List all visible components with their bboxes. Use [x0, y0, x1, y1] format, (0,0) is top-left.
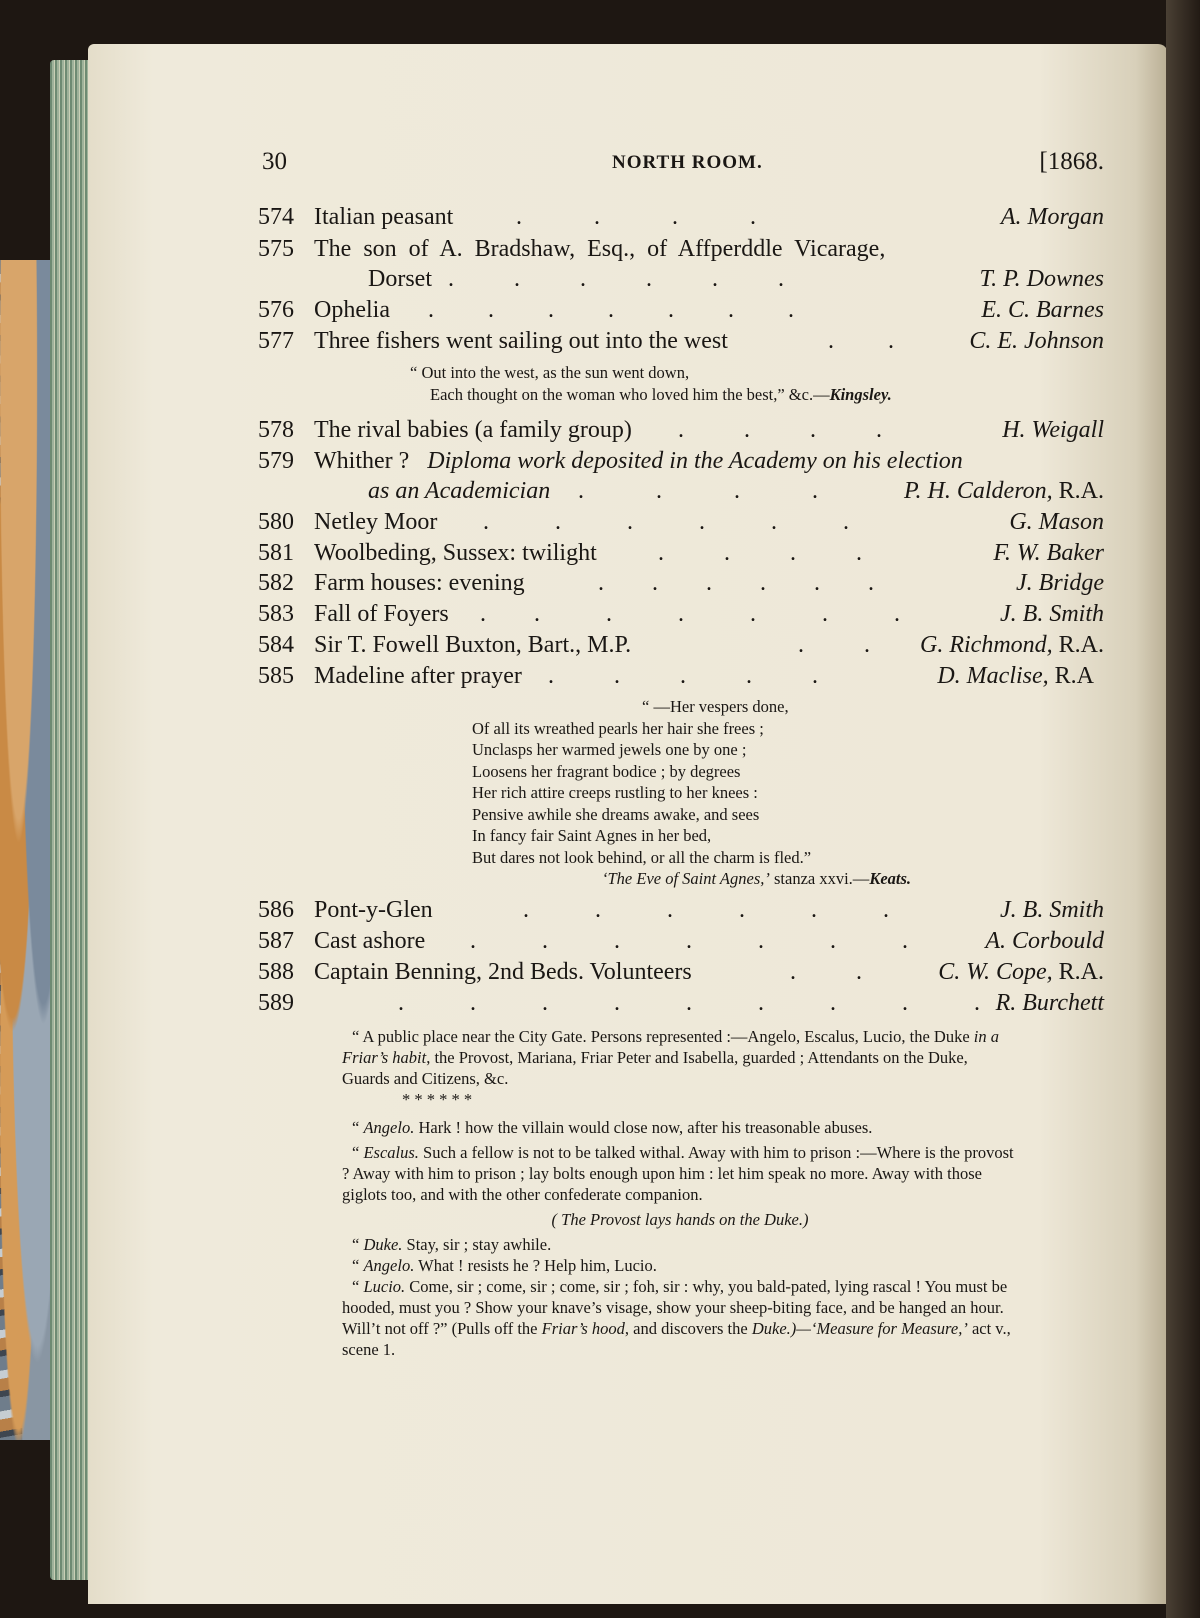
quote-line: Her rich attire creeps rustling to her knees : [472, 783, 758, 802]
entry-576 [258, 295, 1104, 325]
entry-581 [258, 538, 1104, 568]
entry-number: 580 [258, 509, 294, 535]
quote-line: But dares not look behind, or all the charm is fled.” [472, 847, 812, 867]
speech-escalus: “ Escalus. Such a fellow is not to be talked withal. Away with him to prison :—Where is the provost ? Away with him to prison ; lay bolts enough upon him : let him speak no more. Away with those giglots too, and with the other confederate companion. [342, 1143, 1014, 1204]
entry-title: The son of A. Bradshaw, Esq., of Affperddle Vicarage, [314, 236, 886, 262]
entry-586 [258, 895, 1104, 925]
entry-589 [258, 988, 1104, 1018]
entry-575-cont [258, 264, 1104, 294]
entry-579 [258, 446, 1104, 476]
entry-title: Woolbeding, Sussex: twilight [314, 540, 597, 566]
entry-number: 579 [258, 448, 294, 474]
entry-title: Netley Moor [314, 509, 438, 535]
entry-title: The rival babies (a family group) [314, 417, 632, 443]
entry-note: Diploma work deposited in the Academy on his election [427, 448, 963, 474]
quote-line: Loosens her fragrant bodice ; by degrees [472, 761, 741, 781]
prose-589 [342, 1026, 1018, 1364]
quote-citation: ‘The Eve of Saint Agnes,’ stanza xxvi.—Keats. [602, 869, 912, 888]
entry-578 [258, 415, 1104, 445]
leader-dots: . . . . . [548, 663, 818, 689]
leader-dots: . . . . . . . [428, 297, 794, 323]
entry-title: Whither ? Diploma work deposited in the Academy on his election [314, 448, 963, 474]
stars-divider: * * * * * * [402, 1090, 473, 1109]
entry-number: 585 [258, 663, 294, 689]
entry-number: 574 [258, 204, 294, 230]
leader-dots: . . [828, 328, 894, 354]
entry-title: Sir T. Fowell Buxton, Bart., M.P. [314, 632, 632, 658]
speech-angelo: “ Angelo. Hark ! how the villain would close now, after his treasonable abuses. [352, 1118, 873, 1137]
entry-artist: T. P. Downes [979, 266, 1104, 292]
entry-artist: C. W. Cope, R.A. [938, 959, 1104, 985]
quote-line: “ Out into the west, as the sun went down, [410, 363, 690, 382]
leader-dots: . . [790, 959, 862, 985]
entry-title: Farm houses: evening [314, 570, 525, 596]
entry-number: 576 [258, 297, 294, 323]
entry-title-cont: Dorset [368, 266, 432, 292]
leader-dots: . . . . . . [483, 509, 849, 535]
quote-line: Pensive awhile she dreams awake, and sees [472, 804, 760, 824]
entry-number: 575 [258, 236, 294, 262]
leader-dots: . . . . . . [523, 897, 889, 923]
entry-artist: H. Weigall [1002, 417, 1104, 443]
entry-577 [258, 326, 1104, 356]
leader-dots: . . . . . . . [480, 601, 900, 627]
entry-number: 586 [258, 897, 294, 923]
speech-duke: “ Duke. Stay, sir ; stay awhile. [352, 1235, 552, 1254]
entry-artist: A. Morgan [1000, 204, 1104, 230]
entry-artist: C. E. Johnson [969, 328, 1104, 354]
entry-title: Madeline after prayer [314, 663, 522, 689]
entry-artist: E. C. Barnes [981, 297, 1104, 323]
page-number: 30 [262, 148, 287, 175]
entry-number: 578 [258, 417, 294, 443]
quote-line: In fancy fair Saint Agnes in her bed, [472, 826, 712, 845]
page-header [262, 148, 1104, 188]
entry-title-cont: as an Academician [368, 478, 551, 504]
scene-description: “ A public place near the City Gate. Persons represented :—Angelo, Escalus, Lucio, the Duke in a Friar’s habit, the Provost, Mariana, Friar Peter and Isabella, guarded ; Attendants on the Duke, Guards and Citizens, &c. [342, 1027, 999, 1088]
entry-artist: J. Bridge [1016, 570, 1104, 596]
entry-number: 589 [258, 990, 294, 1016]
leader-dots: . . . . . . . . . [398, 990, 980, 1016]
entry-artist: D. Maclise, R.A [937, 663, 1094, 689]
quote-585 [472, 696, 911, 890]
book-gutter [1166, 0, 1200, 1618]
entry-number: 577 [258, 328, 294, 354]
quote-line: Each thought on the woman who loved him the best,” &c.—Kingsley. [430, 384, 892, 404]
room-title: NORTH ROOM. [612, 152, 763, 173]
leader-dots: . . . . . . [448, 266, 784, 292]
entry-artist: G. Richmond, R.A. [920, 632, 1104, 658]
leader-dots: . . . . [516, 204, 756, 230]
entry-number: 584 [258, 632, 294, 658]
entry-588 [258, 957, 1104, 987]
entry-title: Captain Benning, 2nd Beds. Volunteers [314, 959, 692, 985]
leader-dots: . . . . [678, 417, 882, 443]
entry-number: 581 [258, 540, 294, 566]
entry-587 [258, 926, 1104, 956]
quote-line: “ —Her vespers done, [642, 697, 789, 716]
entry-583 [258, 599, 1104, 629]
entry-artist: F. W. Baker [993, 540, 1104, 566]
quote-line: Unclasps her warmed jewels one by one ; [472, 740, 747, 759]
entry-number: 583 [258, 601, 294, 627]
leader-dots: . . . . . . . [470, 928, 908, 954]
entry-number: 588 [258, 959, 294, 985]
entry-title: Fall of Foyers [314, 601, 449, 627]
entry-title: Ophelia [314, 297, 390, 323]
speech-lucio: “ Lucio. Come, sir ; come, sir ; come, sir ; foh, sir : why, you bald-pated, lying rascal ! You must be hooded, must you ? Show your knave’s visage, show your sheep-biting face, and be hanged an hour. Will’t not off ?” (Pulls off the Friar’s hood, and discovers the Duke.)—‘Measure for Measure,’ act v., scene 1. [342, 1277, 1011, 1359]
entry-artist: R. Burchett [995, 990, 1104, 1016]
entry-title: Three fishers went sailing out into the west [314, 328, 728, 354]
leader-dots: . . . . [658, 540, 862, 566]
entry-number: 587 [258, 928, 294, 954]
entry-575 [258, 234, 1104, 264]
entry-580 [258, 507, 1104, 537]
entry-artist: J. B. Smith [1000, 601, 1104, 627]
entry-artist: G. Mason [1009, 509, 1104, 535]
leader-dots: . . . . . . [598, 570, 874, 596]
entry-574 [258, 202, 1104, 232]
entry-title: Pont-y-Glen [314, 897, 433, 923]
entry-artist: P. H. Calderon, R.A. [903, 478, 1104, 504]
entry-artist: J. B. Smith [1000, 897, 1104, 923]
leader-dots: . . . . [578, 478, 818, 504]
entry-585 [258, 661, 1104, 691]
quote-author: Kingsley. [829, 384, 892, 404]
entry-582 [258, 568, 1104, 598]
speech-angelo-2: “ Angelo. What ! resists he ? Help him, Lucio. [352, 1256, 657, 1275]
quote-line: Of all its wreathed pearls her hair she frees ; [472, 718, 764, 738]
entry-584 [258, 630, 1104, 660]
quote-577 [410, 362, 892, 405]
entry-title: Italian peasant [314, 204, 454, 230]
stage-direction: ( The Provost lays hands on the Duke.) [551, 1210, 809, 1229]
entry-579-cont [258, 476, 1104, 506]
year-label: [1868. [1039, 148, 1104, 175]
entry-number: 582 [258, 570, 294, 596]
entry-title: Cast ashore [314, 928, 426, 954]
leader-dots: . . [798, 632, 870, 658]
entry-artist: A. Corbould [985, 928, 1104, 954]
